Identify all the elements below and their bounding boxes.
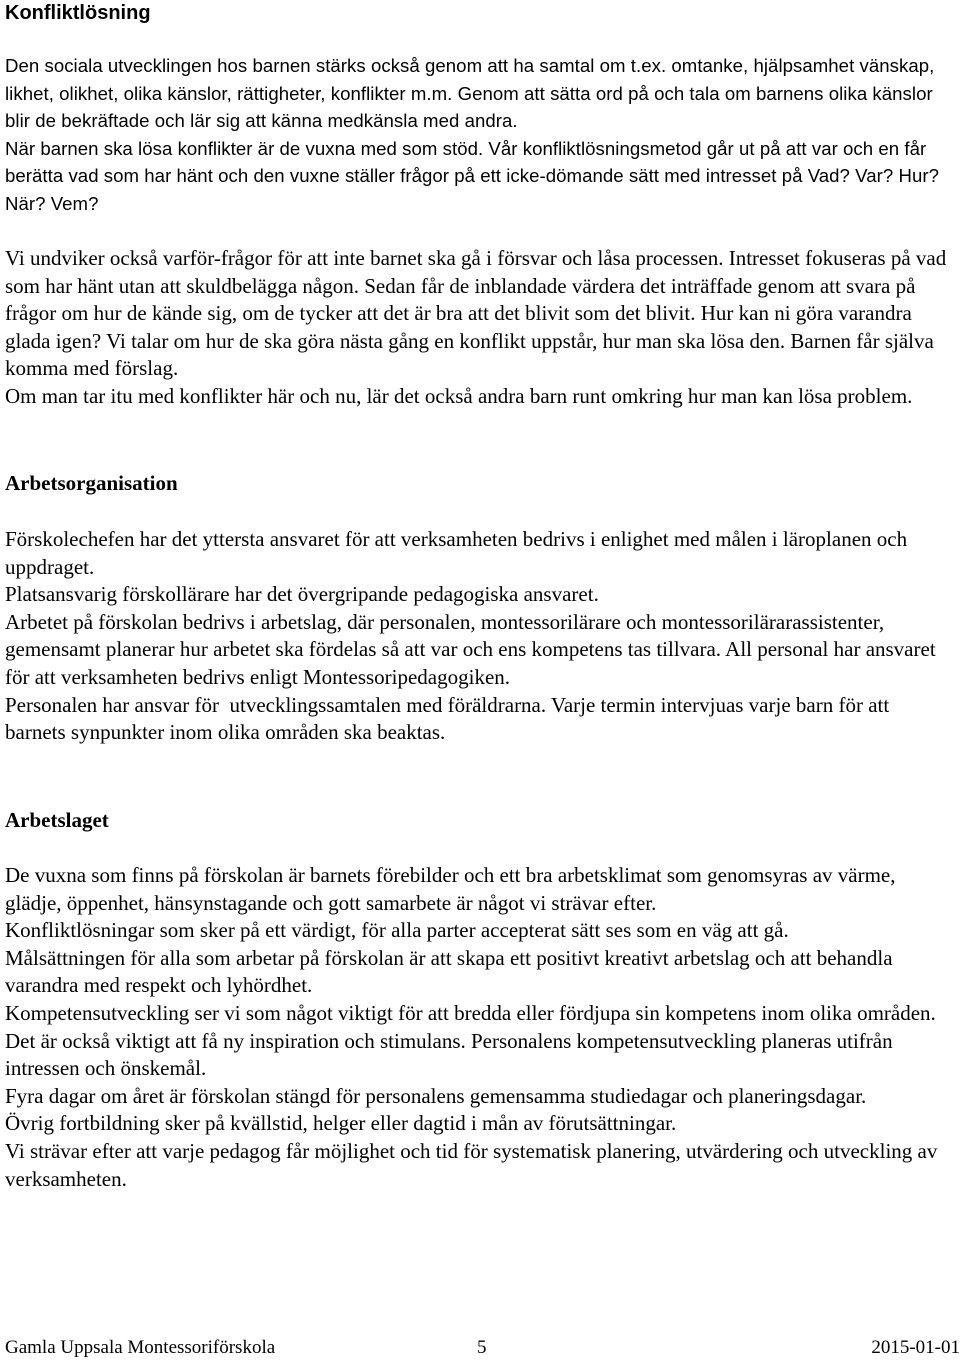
arbetslaget-paragraph-6: Övrig fortbildning sker på kvällstid, helger eller dagtid i mån av förutsättningar. [5,1111,677,1136]
konflikt-sentence: Vi talar om hur de ska göra nästa gång en konflikt uppstår, hur man ska lösa den. Barnen får själva komma med förslag. [5,328,934,381]
arbetsorg-body [5,526,955,747]
konflikt-sentence: När barnen ska lösa konflikter är de vuxna med som stöd. [5,137,484,159]
arbetsorg-paragraph-4: Personalen har ansvar för utvecklingssamtalen med föräldrarna. Varje termin intervjuas varje barn för att barnets synpunkter inom olika områden ska beaktas. [5,692,895,745]
arbetslaget-paragraph-2: Konfliktlösningar som sker på ett värdigt, för alla parter accepterat sätt ses som en väg att gå. [5,918,789,943]
konflikt-sentence: Vår konfliktlösningsmetod går ut på att var och en får berätta vad som har hänt och den vuxne ställer frågor på ett icke-dömande sätt med intresset på Vad? Var? Hur? När? Vem? [5,137,939,214]
konflikt-body-serif [5,245,955,411]
arbetslaget-paragraph-7: Vi strävar efter att varje pedagog får möjlighet och tid för systematisk planering, utvärdering och utveckling av verksamheten. [5,1138,938,1191]
konflikt-paragraph-3 [5,245,955,383]
arbetslaget-paragraph-3: Målsättningen för alla som arbetar på förskolan är att skapa ett positivt kreativt arbetslag och att behandla varandra med respekt och lyhördhet. [5,945,893,998]
page-footer [5,1334,960,1362]
konflikt-sentence: Vi undviker också varför-frågor för att inte barnet ska gå i försvar och låsa processen. [5,246,724,270]
arbetslaget-body [5,862,955,1193]
arbetsorg-paragraph-1: Förskolechefen har det yttersta ansvaret för att verksamheten bedrivs i enlighet med målen i läroplanen och uppdraget. [5,527,908,579]
arbetslaget-paragraph-4: Kompetensutveckling ser vi som något viktigt för att bredda eller fördjupa sin kompetens inom olika områden. Det är också viktigt att få ny inspiration och stimulans. Personalens kompetensutveckling planeras utifrån intressen och önskemål. [5,1000,936,1081]
konflikt-sentence: Sedan får de inblandade värdera det inträffade genom att svara på frågor om hur de kände sig, om de tycker att det är bra att det blivit som det blivit. Hur kan ni göra varandra glada igen? [5,273,916,353]
heading-arbetsorganisation: Arbetsorganisation [5,471,178,495]
arbetsorg-paragraph-3: Arbetet på förskolan bedrivs i arbetslag, där personalen, montessorilärare och montessorilärarassistenter, gemensamt planerar hur arbetet ska fördelas så att var och ens kompetens tas tillvara. All personal har ansvaret för att verksamheten bedrivs enligt Montessoripedagogiken. [5,609,936,689]
arbetslaget-paragraph-1: De vuxna som finns på förskolan är barnets förebilder och ett bra arbetsklimat som genomsyras av värme, glädje, öppenhet, hänsynstagande och gott samarbete är något vi strävar efter. [5,863,896,915]
konflikt-paragraph-2 [5,135,955,218]
konflikt-paragraph-4: Om man tar itu med konflikter här och nu, lär det också andra barn runt omkring hur man kan lösa problem. [5,383,913,408]
arbetslaget-paragraph-5: Fyra dagar om året är förskolan stängd för personalens gemensamma studiedagar och planeringsdagar. [5,1083,867,1108]
konflikt-paragraph-1: Den sociala utvecklingen hos barnen stärks också genom att ha samtal om t.ex. omtanke, hjälpsamhet vänskap, likhet, olikhet, olika känslor, rättigheter, konflikter m.m. Genom att sätta ord på och tala om barnens olika känslor blir de bekräftade och lär sig att känna medkänsla med andra. [5,55,935,131]
heading-konfliktlosning: Konfliktlösning [5,2,151,24]
konflikt-sentence: Intresset fokuseras på vad som har hänt utan att skuldbelägga någon. [5,246,947,298]
footer-date: 2015-01-01 [871,1337,960,1358]
arbetsorg-paragraph-2: Platsansvarig förskollärare har det övergripande pedagogiska ansvaret. [5,582,599,607]
heading-arbetslaget: Arbetslaget [5,808,109,832]
konflikt-body [5,52,955,217]
footer-page-number: 5 [477,1337,487,1358]
footer-school-name: Gamla Uppsala Montessoriförskola [5,1337,276,1358]
